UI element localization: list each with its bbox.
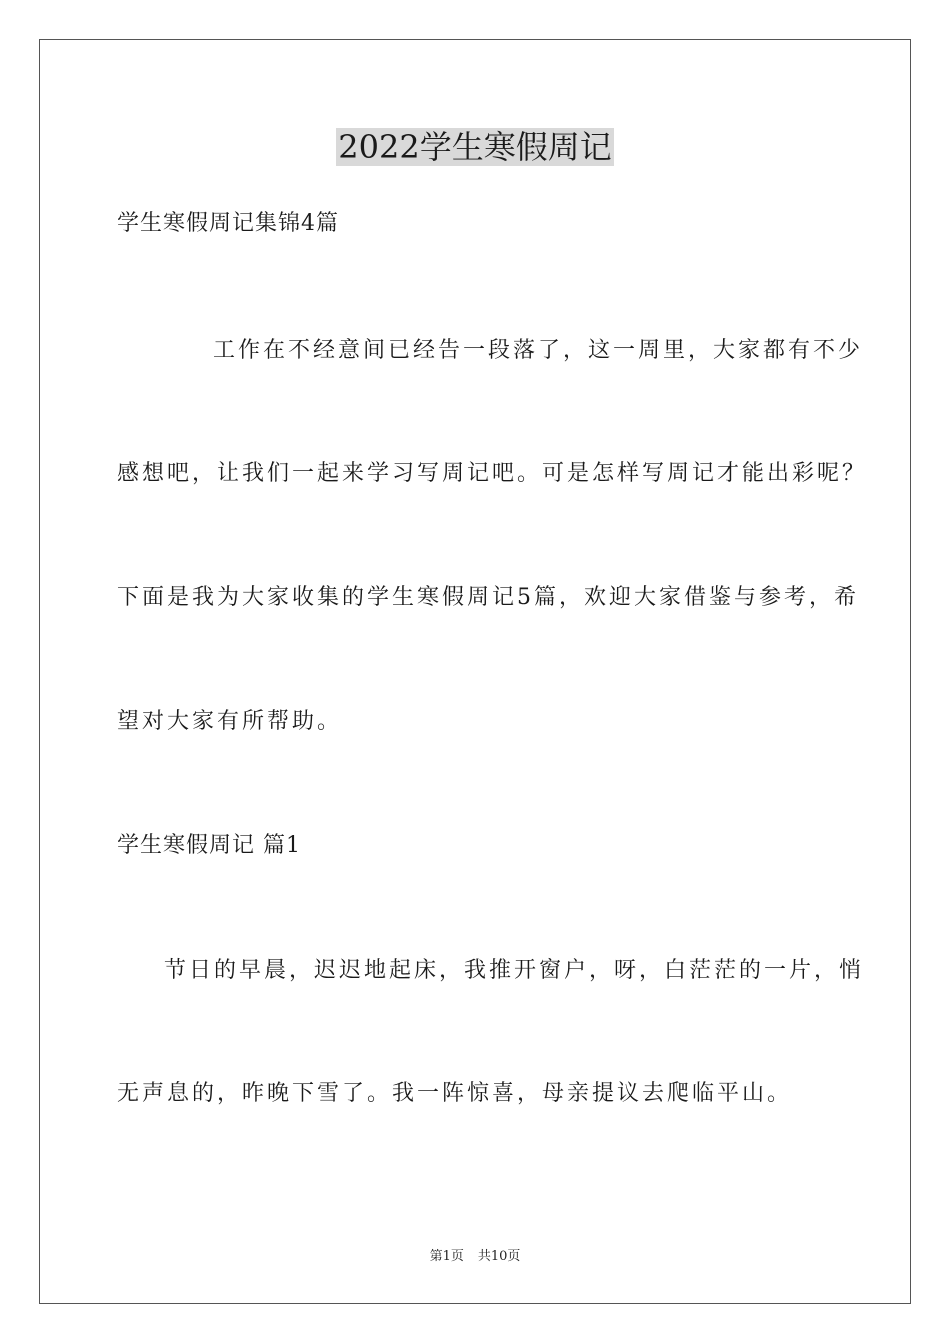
- document-subtitle: 学生寒假周记集锦4篇: [117, 211, 339, 236]
- intro-line-1: 工作在不经意间已经告一段落了，这一周里，大家都有不少: [213, 338, 864, 363]
- section-heading: 学生寒假周记 篇1: [117, 833, 301, 858]
- intro-line-2: 感想吧，让我们一起来学习写周记吧。可是怎样写周记才能出彩呢？: [117, 461, 868, 486]
- page-footer: [0, 1248, 950, 1266]
- document-title-text: 2022学生寒假周记: [338, 128, 612, 166]
- document-title: [0, 124, 950, 170]
- section-line-2: 无声息的，昨晚下雪了。我一阵惊喜，母亲提议去爬临平山。: [117, 1081, 793, 1106]
- intro-line-3: 下面是我为大家收集的学生寒假周记5篇，欢迎大家借鉴与参考，希: [117, 585, 859, 610]
- page-total-label: 共10页: [477, 1249, 521, 1264]
- section-line-1: 节日的早晨，迟迟地起床，我推开窗户，呀，白茫茫的一片，悄: [164, 958, 865, 983]
- intro-line-4: 望对大家有所帮助。: [117, 709, 343, 734]
- page-number-label: 第1页: [429, 1249, 464, 1264]
